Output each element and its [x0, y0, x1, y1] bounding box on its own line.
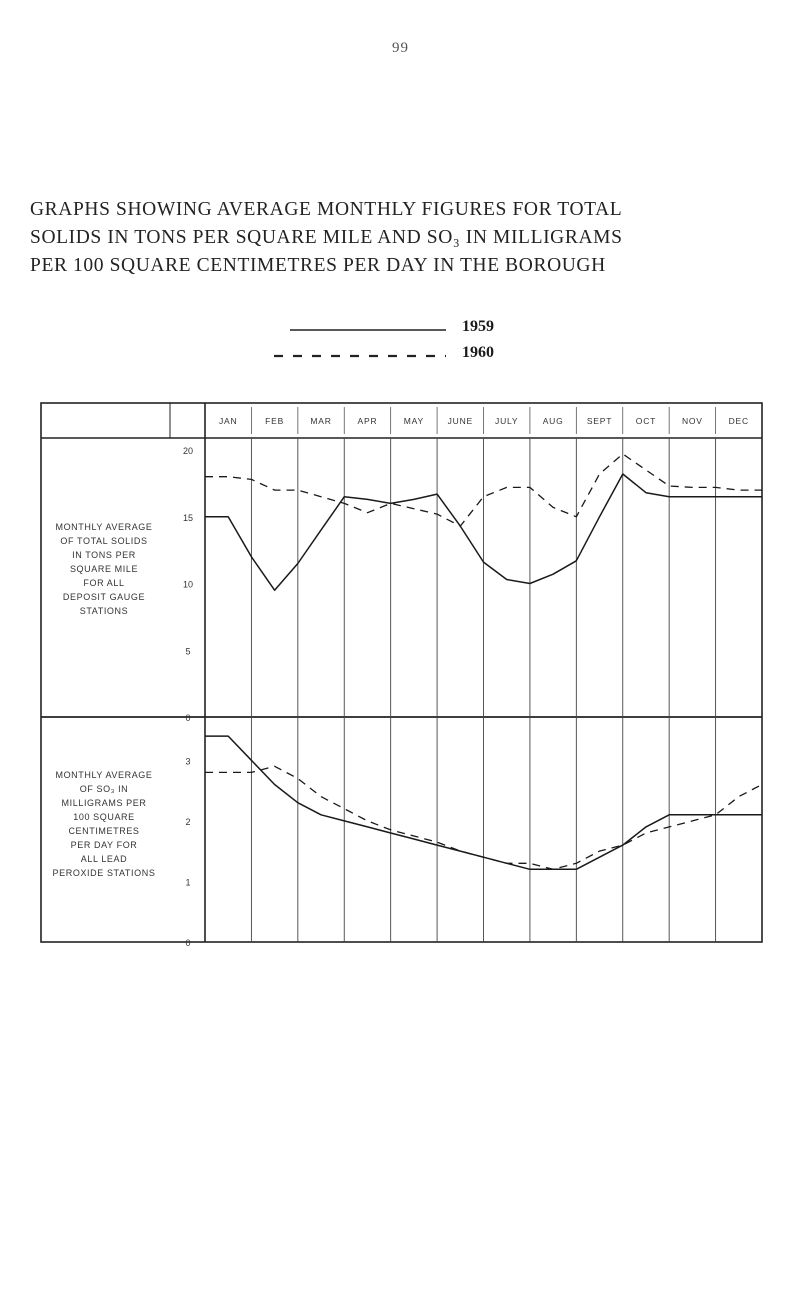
month-label-oct: OCT — [635, 416, 657, 426]
legend-label-1959: 1959 — [462, 318, 494, 335]
legend-label-1960: 1960 — [462, 344, 494, 361]
row-label-line: SQUARE MILE — [69, 564, 139, 574]
month-label-apr: APR — [357, 416, 378, 426]
y-tick-label: 2 — [185, 816, 191, 827]
y-tick-label: 0 — [185, 938, 191, 948]
title-line-3: PER 100 SQUARE CENTIMETRES PER DAY IN THE BOROUGH — [30, 255, 606, 276]
row-label-line: CENTIMETRES — [68, 826, 140, 836]
page-number: 99 — [392, 40, 409, 56]
row-label-line: OF SO₃ IN — [79, 784, 129, 794]
month-label-sept: SEPT — [586, 416, 613, 426]
month-label-mar: MAR — [310, 416, 332, 426]
month-label-nov: NOV — [681, 416, 703, 426]
y-tick-label: 20 — [182, 446, 194, 456]
row-label-line: 100 SQUARE — [73, 812, 135, 822]
row-label-line: ALL LEAD — [80, 854, 128, 864]
y-tick-label: 1 — [185, 877, 191, 888]
title-line-2: SOLIDS IN TONS PER SQUARE MILE AND SO₃ IN MILLIGRAMS — [30, 227, 623, 248]
row-label-line: STATIONS — [79, 606, 129, 616]
month-label-feb: FEB — [265, 416, 285, 426]
title-line-1: GRAPHS SHOWING AVERAGE MONTHLY FIGURES FOR TOTAL — [30, 199, 623, 220]
row-label-line: DEPOSIT GAUGE — [62, 592, 146, 602]
row-label-line: MILLIGRAMS PER — [61, 798, 147, 808]
row-label-line: OF TOTAL SOLIDS — [60, 536, 148, 546]
row-label-panel-2 — [44, 768, 164, 880]
row-label-line: PEROXIDE STATIONS — [52, 868, 156, 878]
y-tick-label: 15 — [182, 512, 194, 523]
y-tick-label: 0 — [185, 713, 191, 723]
y-tick-label: 3 — [185, 756, 191, 767]
month-label-july: JULY — [495, 416, 519, 426]
month-label-may: MAY — [403, 416, 424, 426]
row-label-line: IN TONS PER — [72, 550, 136, 560]
row-label-line: PER DAY FOR — [70, 840, 138, 850]
month-label-aug: AUG — [542, 416, 564, 426]
row-label-line: MONTHLY AVERAGE — [55, 770, 153, 780]
month-label-june: JUNE — [447, 416, 473, 426]
y-tick-label: 10 — [182, 579, 194, 590]
month-label-jan: JAN — [218, 416, 238, 426]
row-label-panel-1 — [44, 520, 164, 618]
row-label-line: FOR ALL — [83, 578, 125, 588]
row-label-line: MONTHLY AVERAGE — [55, 522, 153, 532]
y-tick-label: 5 — [185, 646, 191, 657]
month-label-dec: DEC — [728, 416, 749, 426]
